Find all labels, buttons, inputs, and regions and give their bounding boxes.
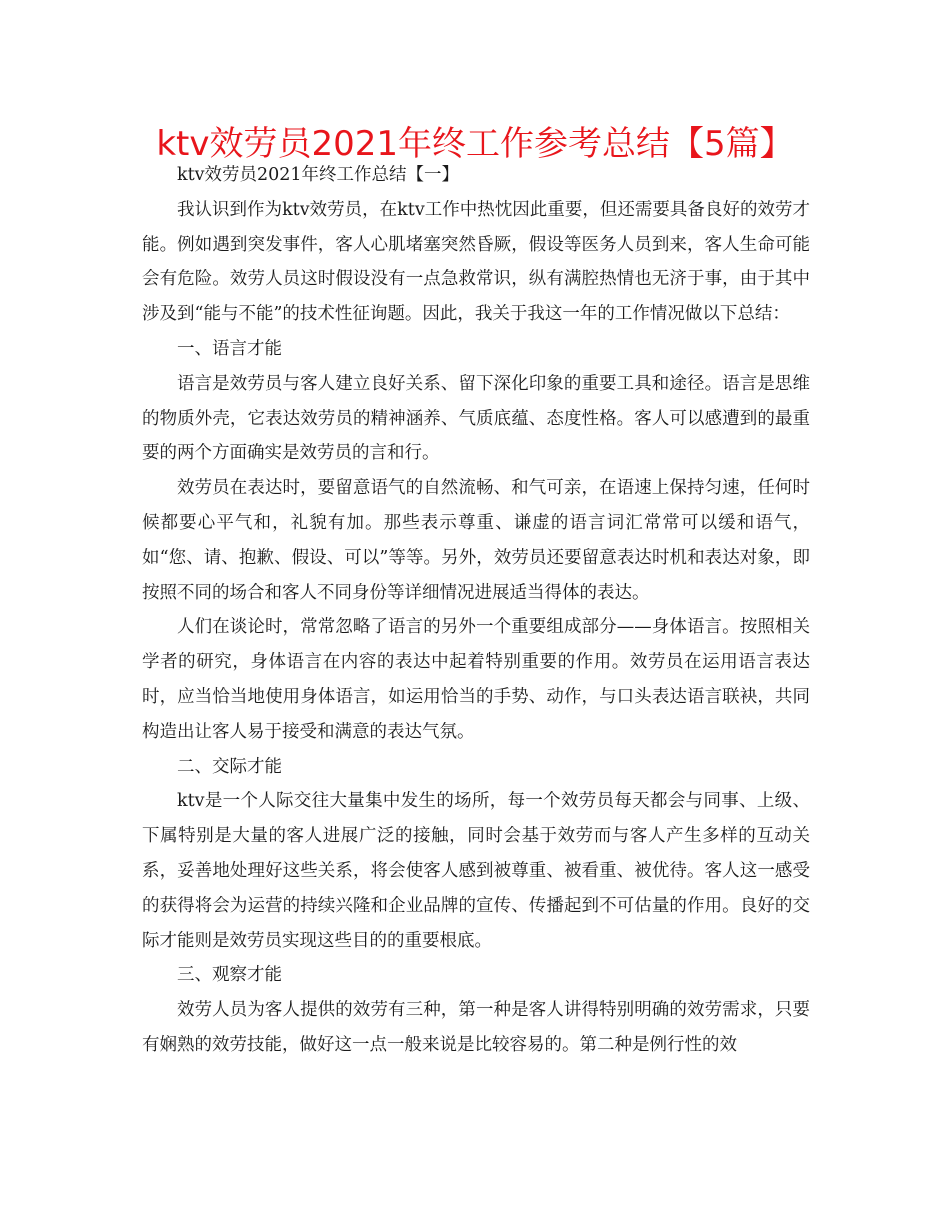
section-heading: 一、语言才能 bbox=[177, 338, 282, 359]
section-heading: 三、观察才能 bbox=[177, 965, 282, 986]
body-paragraph: 效劳员在表达时，要留意语气的自然流畅、和气可亲，在语速上保持匀速，任何时候都要心平气和，礼貌有加。那些表示尊重、谦虚的语言词汇常常可以缓和语气，如“您、请、抱歉、假设、可以”等等。另外，效劳员还要留意表达时机和表达对象，即按照不同的场合和客人不同身份等详细情况进展适当得体的表达。 bbox=[142, 478, 810, 603]
document-title: ktv效劳员2021年终工作参考总结【5篇】 bbox=[156, 124, 794, 164]
section-heading: 二、交际才能 bbox=[177, 756, 282, 777]
body-paragraph: 语言是效劳员与客人建立良好关系、留下深化印象的重要工具和途径。语言是思维的物质外壳，它表达效劳员的精神涵养、气质底蕴、态度性格。客人可以感遭到的最重要的两个方面确实是效劳员的言和行。 bbox=[142, 373, 810, 464]
document-body bbox=[142, 158, 810, 1063]
section-heading: ktv效劳员2021年终工作总结【一】 bbox=[177, 165, 460, 185]
body-paragraph: 效劳人员为客人提供的效劳有三种，第一种是客人讲得特别明确的效劳需求，只要有娴熟的效劳技能，做好这一点一般来说是比较容易的。第二种是例行性的效 bbox=[142, 1000, 810, 1055]
body-paragraph: 我认识到作为ktv效劳员，在ktv工作中热忱因此重要，但还需要具备良好的效劳才能。例如遇到突发事件，客人心肌堵塞突然昏厥，假设等医务人员到来，客人生命可能会有危险。效劳人员这时假设没有一点急救常识，纵有满腔热情也无济于事，由于其中涉及到“能与不能”的技术性征询题。因此，我关于我这一年的工作情况做以下总结： bbox=[142, 199, 810, 325]
body-paragraph: 人们在谈论时，常常忽略了语言的另外一个重要组成部分——身体语言。按照相关学者的研究，身体语言在内容的表达中起着特别重要的作用。效劳员在运用语言表达时，应当恰当地使用身体语言，如运用恰当的手势、动作，与口头表达语言联袂，共同构造出让客人易于接受和满意的表达气氛。 bbox=[142, 617, 810, 742]
body-paragraph: ktv是一个人际交往大量集中发生的场所，每一个效劳员每天都会与同事、上级、下属特别是大量的客人进展广泛的接触，同时会基于效劳而与客人产生多样的互动关系，妥善地处理好这些关系，将会使客人感到被尊重、被看重、被优待。客人这一感受的获得将会为运营的持续兴隆和企业品牌的宣传、传播起到不可估量的作用。良好的交际才能则是效劳员实现这些目的的重要根底。 bbox=[142, 791, 810, 951]
